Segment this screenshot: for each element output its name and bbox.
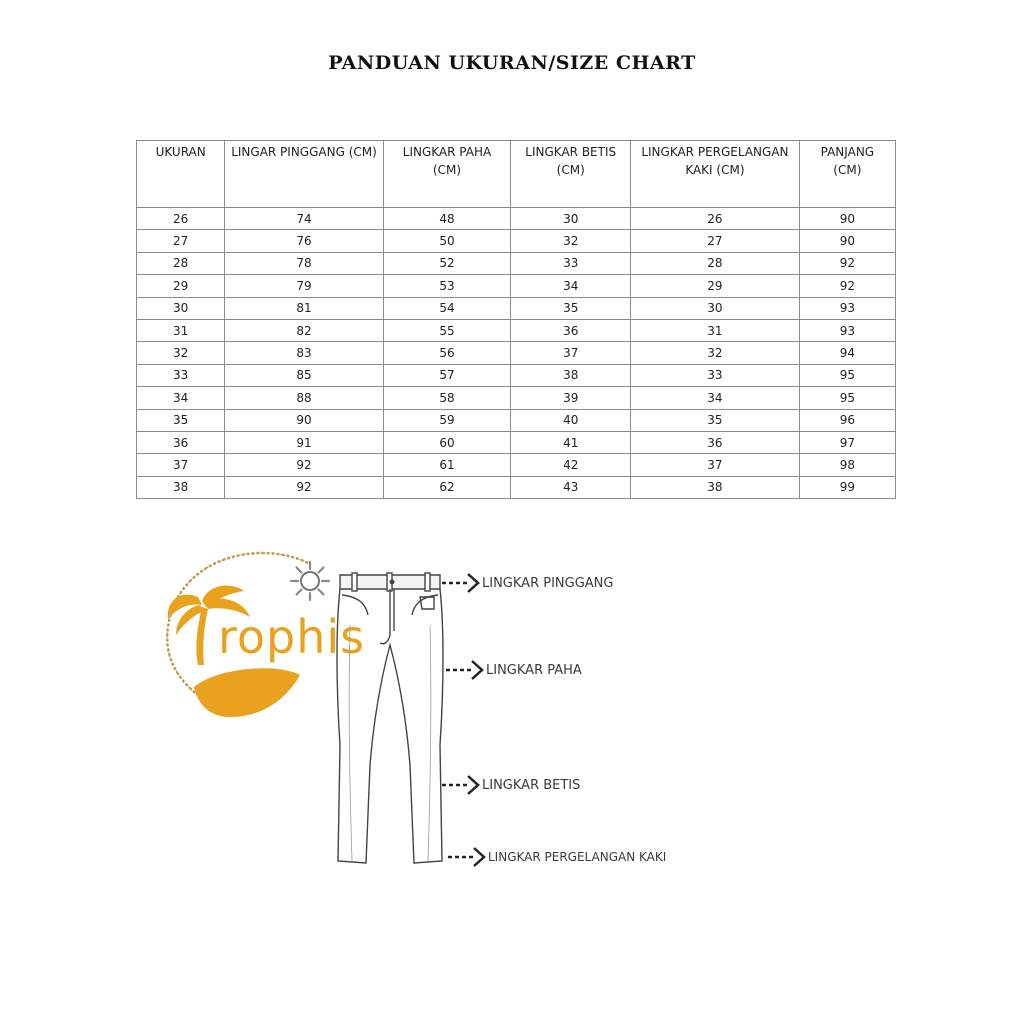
table-cell: 88 — [225, 387, 383, 409]
table-cell: 28 — [137, 252, 225, 274]
table-cell: 30 — [631, 297, 800, 319]
table-cell: 34 — [511, 275, 631, 297]
table-cell: 36 — [511, 319, 631, 341]
table-row — [137, 275, 896, 297]
table-row — [137, 319, 896, 341]
page-title: PANDUAN UKURAN/SIZE CHART — [328, 52, 696, 74]
table-row — [137, 297, 896, 319]
column-header — [383, 141, 511, 208]
callout-thigh — [444, 655, 582, 685]
table-cell: 95 — [799, 387, 895, 409]
table-cell: 99 — [799, 476, 895, 498]
column-header-line: (CM) — [833, 163, 862, 177]
table-row — [137, 364, 896, 386]
table-cell: 76 — [225, 230, 383, 252]
table-cell: 26 — [137, 208, 225, 230]
table-body — [137, 208, 896, 499]
calf-label: LINGKAR BETIS — [482, 777, 581, 793]
table-cell: 33 — [511, 252, 631, 274]
table-cell: 97 — [799, 431, 895, 453]
table-cell: 36 — [137, 431, 225, 453]
column-header-line: (CM) — [556, 163, 585, 177]
table-cell: 56 — [383, 342, 511, 364]
logo-text: rophis — [218, 610, 366, 664]
table-cell: 57 — [383, 364, 511, 386]
table-header — [137, 141, 896, 208]
table-cell: 38 — [631, 476, 800, 498]
column-header — [799, 141, 895, 208]
column-header-line: PANJANG — [820, 145, 875, 159]
table-row — [137, 387, 896, 409]
table-cell: 31 — [631, 319, 800, 341]
table-cell: 37 — [137, 454, 225, 476]
pants-outline — [330, 565, 450, 870]
column-header — [137, 141, 225, 208]
size-chart-table — [136, 140, 896, 499]
table-cell: 92 — [799, 275, 895, 297]
table-cell: 32 — [631, 342, 800, 364]
waist-label: LINGKAR PINGGANG — [482, 575, 614, 591]
pants-icon — [330, 565, 450, 870]
callout-ankle — [446, 842, 666, 872]
table-row — [137, 208, 896, 230]
table-cell: 37 — [511, 342, 631, 364]
column-header — [225, 141, 383, 208]
table-cell: 55 — [383, 319, 511, 341]
table-cell: 93 — [799, 319, 895, 341]
column-header — [511, 141, 631, 208]
table-cell: 92 — [225, 476, 383, 498]
table-cell: 82 — [225, 319, 383, 341]
column-header — [631, 141, 800, 208]
dashed-arrow-icon — [440, 570, 482, 596]
table-cell: 26 — [631, 208, 800, 230]
dashed-arrow-icon — [444, 657, 486, 683]
table-row — [137, 476, 896, 498]
table-cell: 28 — [631, 252, 800, 274]
table-cell: 38 — [511, 364, 631, 386]
table-cell: 92 — [225, 454, 383, 476]
table-cell: 33 — [631, 364, 800, 386]
table-cell: 85 — [225, 364, 383, 386]
column-header-line: KAKI (CM) — [685, 163, 745, 177]
table-cell: 62 — [383, 476, 511, 498]
table-cell: 78 — [225, 252, 383, 274]
table-cell: 38 — [137, 476, 225, 498]
table-cell: 29 — [137, 275, 225, 297]
table-cell: 29 — [631, 275, 800, 297]
sun-icon — [291, 562, 329, 600]
table-cell: 94 — [799, 342, 895, 364]
column-header-line: LINGKAR BETIS — [525, 145, 617, 159]
table-cell: 81 — [225, 297, 383, 319]
table-cell: 58 — [383, 387, 511, 409]
table-cell: 79 — [225, 275, 383, 297]
table-cell: 35 — [511, 297, 631, 319]
table-cell: 40 — [511, 409, 631, 431]
table-cell: 95 — [799, 364, 895, 386]
table-cell: 59 — [383, 409, 511, 431]
header-row — [137, 141, 896, 208]
table-cell: 31 — [137, 319, 225, 341]
table-cell: 83 — [225, 342, 383, 364]
table-cell: 35 — [137, 409, 225, 431]
table-row — [137, 230, 896, 252]
callout-calf — [440, 770, 580, 800]
table-row — [137, 431, 896, 453]
callout-waist — [440, 568, 613, 598]
table-cell: 39 — [511, 387, 631, 409]
table-cell: 32 — [511, 230, 631, 252]
table-cell: 98 — [799, 454, 895, 476]
table-cell: 92 — [799, 252, 895, 274]
column-header-line: LINGKAR PERGELANGAN — [641, 145, 789, 159]
dashed-arrow-icon — [446, 844, 488, 870]
table-cell: 35 — [631, 409, 800, 431]
table-cell: 41 — [511, 431, 631, 453]
column-header-line: LINGKAR PAHA — [402, 145, 492, 159]
table-cell: 42 — [511, 454, 631, 476]
table-cell: 91 — [225, 431, 383, 453]
ankle-label: LINGKAR PERGELANGAN KAKI — [488, 850, 667, 864]
table-cell: 54 — [383, 297, 511, 319]
table-cell: 27 — [631, 230, 800, 252]
column-header-line: LINGAR PINGGANG (CM) — [231, 145, 377, 159]
table-cell: 90 — [799, 208, 895, 230]
table-cell: 74 — [225, 208, 383, 230]
table-row — [137, 454, 896, 476]
table-cell: 37 — [631, 454, 800, 476]
table-cell: 34 — [631, 387, 800, 409]
table-cell: 61 — [383, 454, 511, 476]
table-cell: 96 — [799, 409, 895, 431]
table-cell: 93 — [799, 297, 895, 319]
table-cell: 33 — [137, 364, 225, 386]
table-cell: 50 — [383, 230, 511, 252]
table-cell: 34 — [137, 387, 225, 409]
table-row — [137, 342, 896, 364]
island-icon — [194, 668, 300, 717]
table-cell: 53 — [383, 275, 511, 297]
table-cell: 30 — [511, 208, 631, 230]
table-row — [137, 252, 896, 274]
table-cell: 27 — [137, 230, 225, 252]
column-header-line: (CM) — [432, 163, 462, 177]
table-cell: 52 — [383, 252, 511, 274]
table-cell: 43 — [511, 476, 631, 498]
table-cell: 60 — [383, 431, 511, 453]
table-cell: 90 — [799, 230, 895, 252]
column-header-line: UKURAN — [155, 145, 206, 159]
table-row — [137, 409, 896, 431]
thigh-label: LINGKAR PAHA — [486, 662, 582, 678]
table-cell: 48 — [383, 208, 511, 230]
table-cell: 36 — [631, 431, 800, 453]
table-cell: 30 — [137, 297, 225, 319]
dashed-arrow-icon — [440, 772, 482, 798]
table-cell: 32 — [137, 342, 225, 364]
table-cell: 90 — [225, 409, 383, 431]
